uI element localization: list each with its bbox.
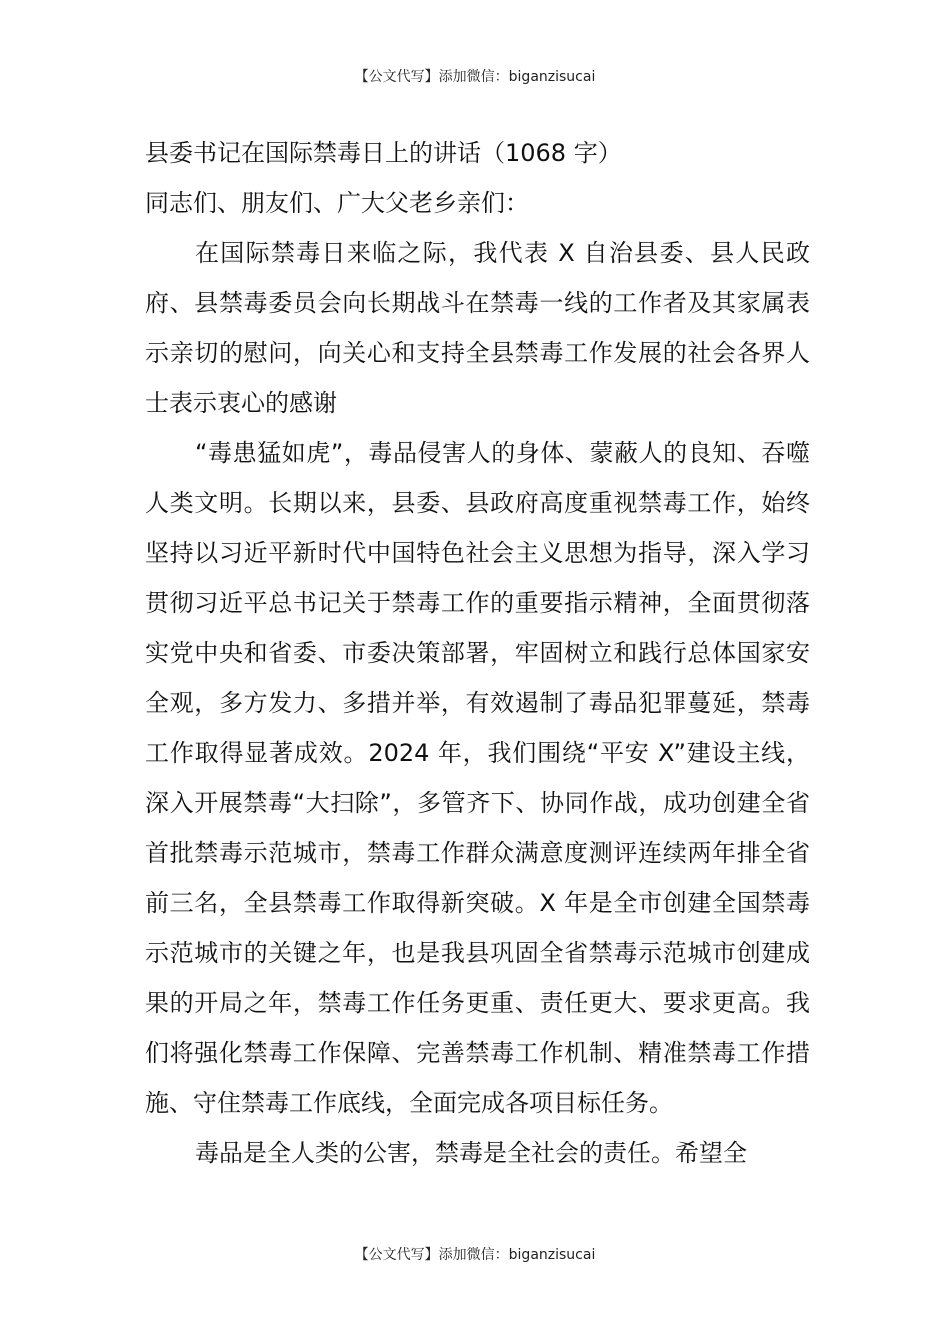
paragraph-1: 在国际禁毒日来临之际，我代表 X 自治县委、县人民政府、县禁毒委员会向长期战斗在禁毒一线的工作者及其家属表示亲切的慰问，向关心和支持全县禁毒工作发展的社会各界人士表示衷心的感谢 <box>145 239 810 417</box>
paragraph-2: “毒患猛如虎”，毒品侵害人的身体、蒙蔽人的良知、吞噬人类文明。长期以来，县委、县政府高度重视禁毒工作，始终坚持以习近平新时代中国特色社会主义思想为指导，深入学习贯彻习近平总书记关于禁毒工作的重要指示精神，全面贯彻落实党中央和省委、市委决策部署，牢固树立和践行总体国家安全观，多方发力、多措并举，有效遏制了毒品犯罪蔓延，禁毒工作取得显著成效。2024 年，我们围绕“平安 X”建设主线，深入开展禁毒“大扫除”，多管齐下、协同作战，成功创建全省首批禁毒示范城市，禁毒工作群众满意度测评连续两年排全省前三名，全县禁毒工作取得新突破。X 年是全市创建全国禁毒示范城市的关键之年，也是我县巩固全省禁毒示范城市创建成果的开局之年，禁毒工作任务更重、责任更大、要求更高。我们将强化禁毒工作保障、完善禁毒工作机制、精准禁毒工作措施、守住禁毒工作底线，全面完成各项目标任务。 <box>145 439 810 1117</box>
page-footer-watermark: 【公文代写】添加微信：biganzisucai <box>354 1247 596 1263</box>
document-body <box>145 128 810 1178</box>
paragraph-3: 毒品是全人类的公害，禁毒是全社会的责任。希望全 <box>195 1139 747 1167</box>
document-title: 县委书记在国际禁毒日上的讲话（1068 字） <box>145 139 622 167</box>
page-header-watermark: 【公文代写】添加微信：biganzisucai <box>354 69 596 85</box>
salutation: 同志们、朋友们、广大父老乡亲们： <box>145 189 529 217</box>
